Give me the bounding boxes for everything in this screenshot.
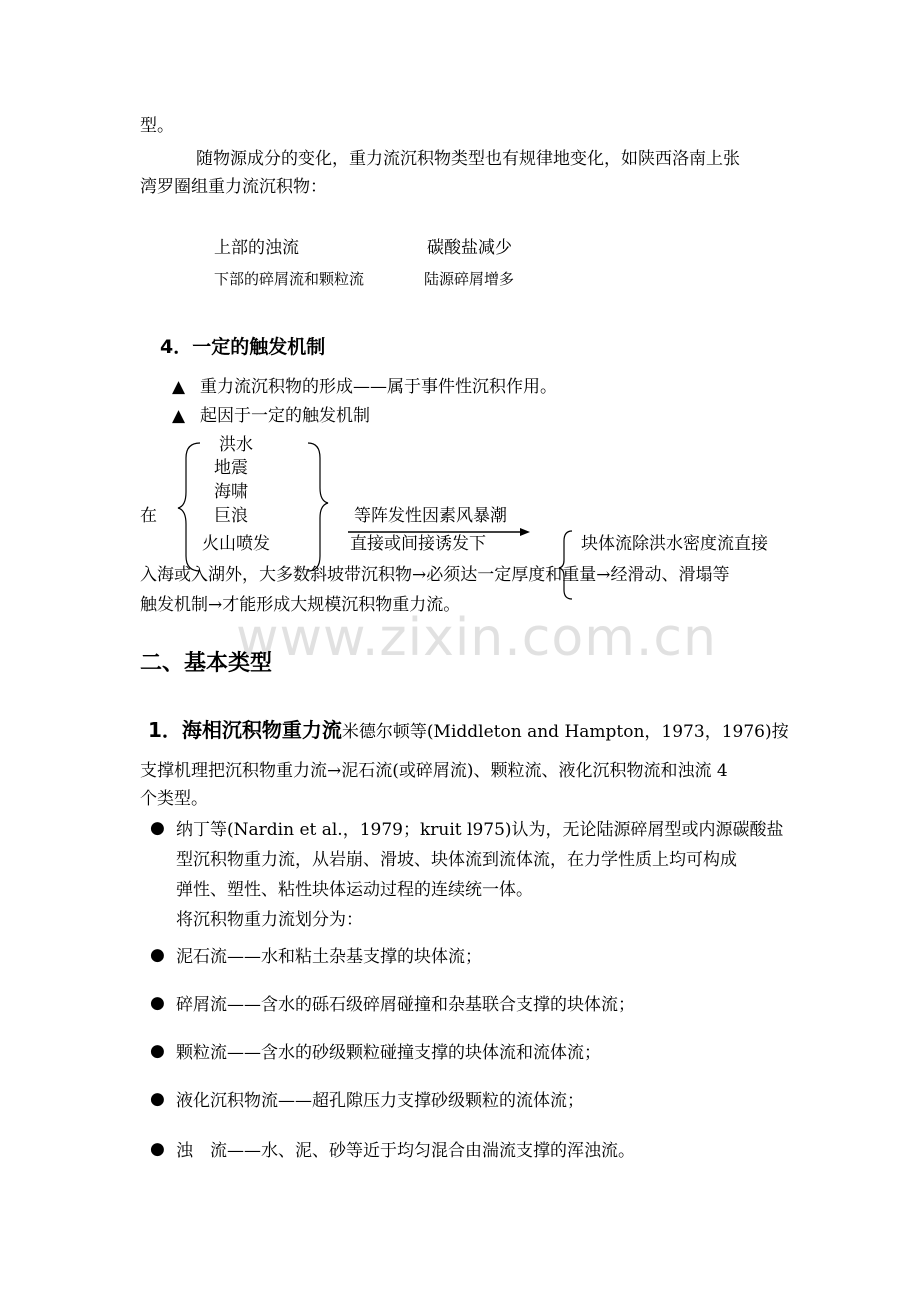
left-brace-icon	[178, 443, 200, 571]
bullet-dot-icon: ●	[150, 993, 165, 1013]
list-item: 泥石流——水和粘土杂基支撑的块体流；	[176, 947, 482, 967]
paragraph-line: 随物源成分的变化，重力流沉积物类型也有规律地变化，如陕西洛南上张	[196, 149, 740, 169]
bullet-text: 起因于一定的触发机制	[200, 406, 370, 426]
result-text: 块体流除洪水密度流直接	[581, 534, 768, 554]
table-cell: 上部的浊流	[214, 238, 299, 258]
section-heading: 4．一定的触发机制	[160, 336, 326, 358]
trigger-item: 海啸	[214, 482, 248, 502]
trigger-item: 火山喷发	[202, 534, 270, 554]
table-cell: 下部的碎屑流和颗粒流	[214, 270, 365, 288]
list-item: 碎屑流——含水的砾石级碎屑碰撞和杂基联合支撑的块体流；	[176, 995, 635, 1015]
trigger-item: 洪水	[219, 435, 253, 455]
subsection-title: 1．海相沉积物重力流	[148, 718, 342, 742]
trigger-item: 巨浪	[214, 506, 248, 526]
triangle-bullet-icon: ▲	[172, 377, 186, 397]
subsection-tail: 米德尔顿等(Middleton and Hampton，1973，1976)按	[341, 722, 789, 742]
bullet-dot-icon: ●	[150, 945, 165, 965]
list-item: 颗粒流——含水的砂级颗粒碰撞支撑的块体流和流体流；	[176, 1043, 601, 1063]
bullet-dot-icon: ●	[150, 1139, 165, 1159]
section-heading: 二、基本类型	[140, 651, 273, 676]
result-brace-icon	[559, 531, 572, 599]
triangle-bullet-icon: ▲	[172, 406, 186, 426]
table-cell: 陆源碎屑增多	[424, 270, 515, 288]
paragraph-line: 湾罗圈组重力流沉积物：	[140, 177, 327, 197]
bullet-dot-icon: ●	[150, 1089, 165, 1109]
list-item: 浊 流——水、泥、砂等近于均匀混合由湍流支撑的浑浊流。	[176, 1141, 635, 1161]
arrow-label-top: 等阵发性因素风暴潮	[354, 506, 507, 526]
bullet-text: 弹性、塑性、粘性块体运动过程的连续统一体。	[176, 880, 533, 900]
bullet-text: 将沉积物重力流划分为：	[176, 910, 363, 930]
arrow-label-bottom: 直接或间接诱发下	[350, 534, 486, 554]
in-word: 在	[140, 506, 157, 526]
right-brace-icon	[308, 443, 328, 571]
paragraph-line: 入海或入湖外，大多数斜坡带沉积物→必须达一定厚度和重量→经滑动、滑塌等	[140, 565, 730, 585]
bullet-text: 型沉积物重力流，从岩崩、滑坡、块体流到流体流，在力学性质上均可构成	[176, 850, 737, 870]
bullet-dot-icon: ●	[150, 818, 165, 838]
paragraph-line: 触发机制→才能形成大规模沉积物重力流。	[140, 595, 461, 615]
watermark: www.zixin.com.cn	[236, 608, 717, 668]
paragraph-line: 个类型。	[140, 789, 208, 809]
paragraph-line: 型。	[140, 116, 174, 136]
trigger-item: 地震	[214, 458, 248, 478]
bullet-text: 纳丁等(Nardin et al.，1979；kruit l975)认为，无论陆源碎屑型或内源碳酸盐	[176, 820, 784, 840]
arrow-head-icon	[520, 528, 530, 536]
list-item: 液化沉积物流——超孔隙压力支撑砂级颗粒的流体流；	[176, 1091, 584, 1111]
subsection-line	[148, 714, 789, 743]
bullet-dot-icon: ●	[150, 1041, 165, 1061]
bullet-text: 重力流沉积物的形成——属于事件性沉积作用。	[200, 377, 557, 397]
table-cell: 碳酸盐减少	[427, 238, 512, 258]
paragraph-line: 支撑机理把沉积物重力流→泥石流(或碎屑流)、颗粒流、液化沉积物流和浊流 4	[140, 761, 728, 781]
